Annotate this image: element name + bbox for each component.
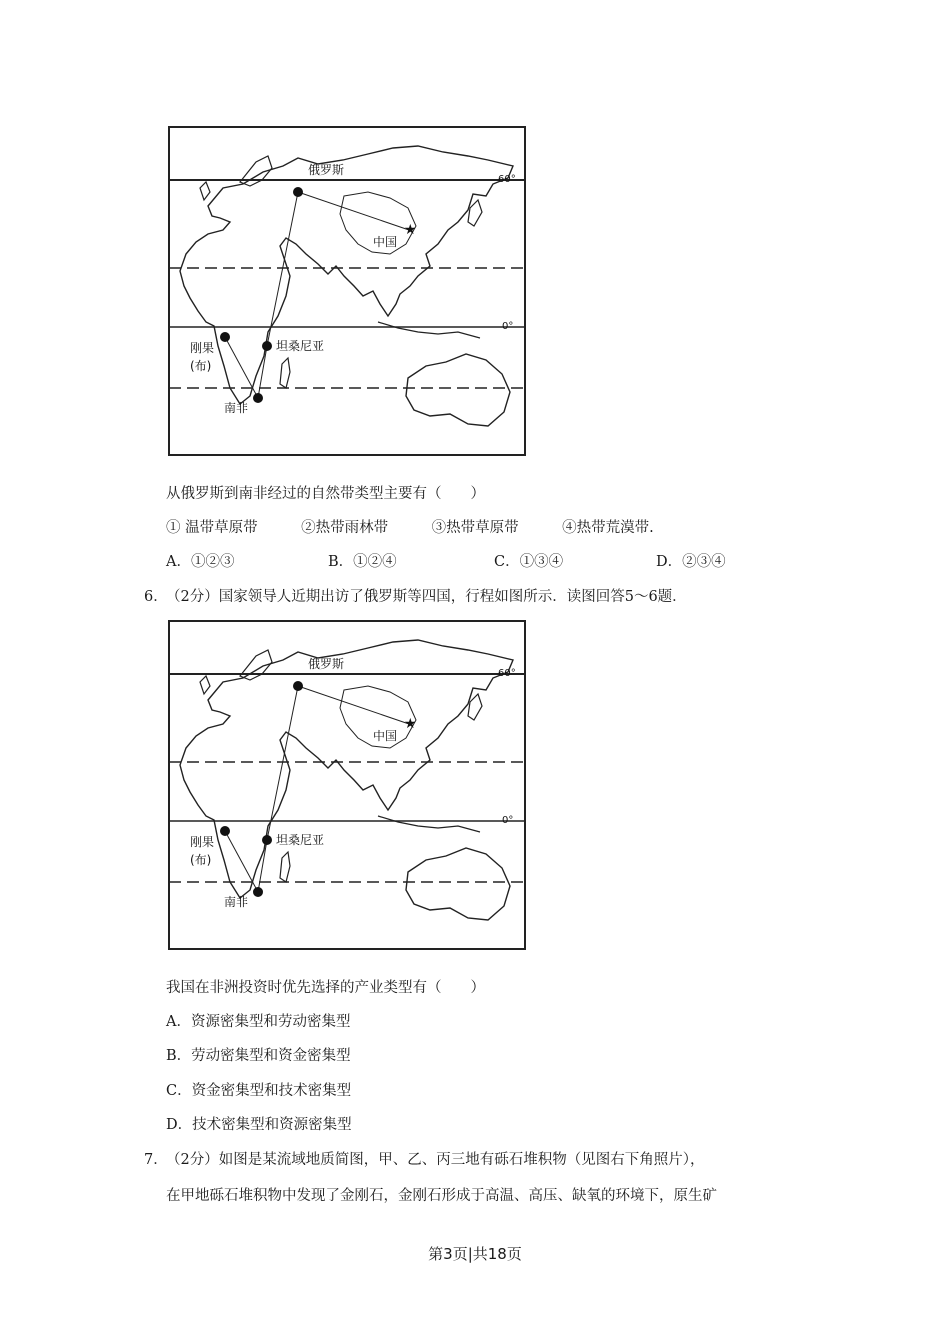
china-star-icon: ★ bbox=[404, 222, 417, 238]
page-footer: 第3页|共18页 bbox=[428, 1245, 522, 1263]
world-map-1 bbox=[168, 126, 526, 456]
tanzania-marker bbox=[262, 341, 272, 351]
label-lat60: 60° bbox=[498, 174, 516, 185]
label-lat0: 0° bbox=[502, 321, 514, 332]
map-svg bbox=[168, 126, 526, 456]
q6-option-a[interactable]: A．资源密集型和劳动密集型 bbox=[166, 1014, 351, 1030]
congo-marker bbox=[220, 332, 230, 342]
label-china: 中国 bbox=[373, 729, 398, 743]
label-lat0: 0° bbox=[502, 815, 514, 826]
q5-option-b[interactable]: B．①②④ bbox=[328, 554, 397, 570]
map-svg bbox=[168, 620, 526, 950]
congo-marker bbox=[220, 826, 230, 836]
q5-option-a[interactable]: A．①②③ bbox=[166, 554, 235, 570]
q7-line1: （2分）如图是某流域地质简图，甲、乙、丙三地有砾石堆积物（见图右下角照片）， bbox=[166, 1152, 705, 1168]
russia-marker bbox=[293, 187, 303, 197]
label-russia: 俄罗斯 bbox=[308, 163, 345, 177]
label-congo: 刚果 bbox=[190, 341, 215, 355]
label-congo-sub: (布) bbox=[190, 359, 212, 373]
south-africa-marker bbox=[253, 887, 263, 897]
label-congo: 刚果 bbox=[190, 835, 215, 849]
label-tanzania: 坦桑尼亚 bbox=[276, 833, 325, 847]
china-star-icon: ★ bbox=[404, 716, 417, 732]
q6-option-d[interactable]: D．技术密集型和资源密集型 bbox=[166, 1117, 352, 1133]
russia-marker bbox=[293, 681, 303, 691]
label-south-africa: 南非 bbox=[224, 895, 249, 909]
q6-option-c[interactable]: C．资金密集型和技术密集型 bbox=[166, 1083, 352, 1099]
q5-option-c[interactable]: C．①③④ bbox=[494, 554, 564, 570]
world-map-2 bbox=[168, 620, 526, 950]
q5-option-d[interactable]: D．②③④ bbox=[656, 554, 726, 570]
q5-items: ① 温带草原带 ②热带雨林带 ③热带草原带 ④热带荒漠带. bbox=[166, 520, 654, 536]
q5-stem: 从俄罗斯到南非经过的自然带类型主要有（ ） bbox=[166, 486, 485, 502]
south-africa-marker bbox=[253, 393, 263, 403]
q7-line2: 在甲地砾石堆积物中发现了金刚石，金刚石形成于高温、高压、缺氧的环境下，原生矿 bbox=[166, 1188, 717, 1204]
q7-number: 7． bbox=[144, 1152, 168, 1168]
label-south-africa: 南非 bbox=[224, 401, 249, 415]
q6-intro: （2分）国家领导人近期出访了俄罗斯等四国，行程如图所示．读图回答5～6题． bbox=[166, 589, 687, 605]
tanzania-marker bbox=[262, 835, 272, 845]
label-tanzania: 坦桑尼亚 bbox=[276, 339, 325, 353]
q6-option-b[interactable]: B．劳动密集型和资金密集型 bbox=[166, 1048, 351, 1064]
label-china: 中国 bbox=[373, 235, 398, 249]
label-russia: 俄罗斯 bbox=[308, 657, 345, 671]
q6-stem: 我国在非洲投资时优先选择的产业类型有（ ） bbox=[166, 980, 485, 996]
label-congo-sub: (布) bbox=[190, 853, 212, 867]
label-lat60: 60° bbox=[498, 668, 516, 679]
q6-number: 6． bbox=[144, 589, 168, 605]
